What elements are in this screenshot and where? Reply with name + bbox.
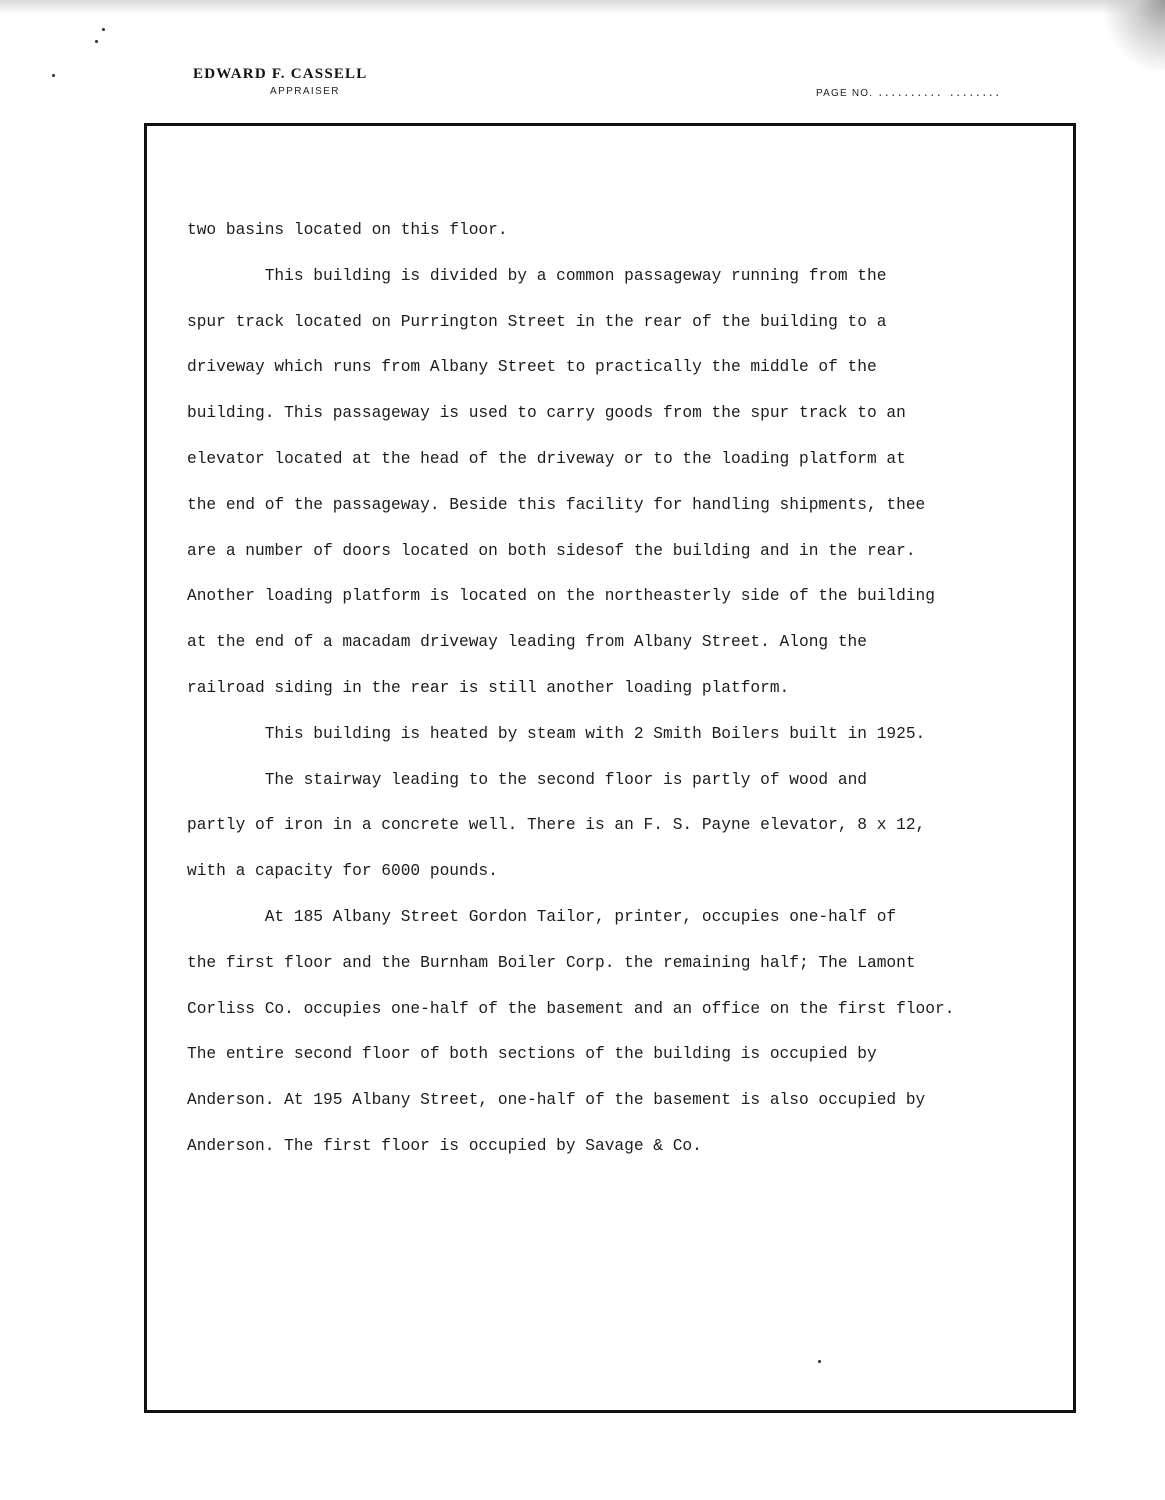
scan-speck [102, 28, 105, 31]
page-number-blank: .......... ........ [877, 89, 1001, 100]
paragraph-heating: This building is heated by steam with 2 Smith Boilers built in 1925. [187, 724, 926, 743]
letterhead-title: APPRAISER [270, 86, 340, 97]
scan-speck [95, 40, 98, 43]
paragraph-basins: two basins located on this floor. [187, 221, 508, 239]
page-number-field [816, 88, 1001, 100]
typed-body-text [187, 208, 1067, 1170]
paragraph-occupants: At 185 Albany Street Gordon Tailor, printer, occupies one-half of the first floor and the Burnham Boiler Corp. the remaining half; The Lamont Corliss Co. occupies one-half of the basement and an office on the first floor. The entire second floor of both sections of the building is occupied by Anderson. At 195 Albany Street, one-half of the basement is also occupied by Anderson. The first floor is occupied by Savage & Co. [187, 907, 955, 1155]
scan-shadow-corner [1105, 0, 1165, 70]
page-number-label: PAGE NO. [816, 88, 874, 99]
paragraph-passageway: This building is divided by a common passageway running from the spur track located on Purrington Street in the rear of the building to a driveway which runs from Albany Street to practically the middle of the building. This passageway is used to carry goods from the spur track to an elevator located at the head of the driveway or to the loading platform at the end of the passageway. Beside this facility for handling shipments, thee are a number of doors located on both sidesof the building and in the rear. Another loading platform is located on the northeasterly side of the building at the end of a macadam driveway leading from Albany Street. Along the railroad siding in the rear is still another loading platform. [187, 266, 935, 697]
scan-speck [52, 74, 55, 77]
paragraph-stairway: The stairway leading to the second floor is partly of wood and partly of iron in a concrete well. There is an F. S. Payne elevator, 8 x 12, with a capacity for 6000 pounds. [187, 770, 926, 881]
scan-edge-top [0, 0, 1165, 14]
letterhead-name: EDWARD F. CASSELL [193, 66, 368, 82]
